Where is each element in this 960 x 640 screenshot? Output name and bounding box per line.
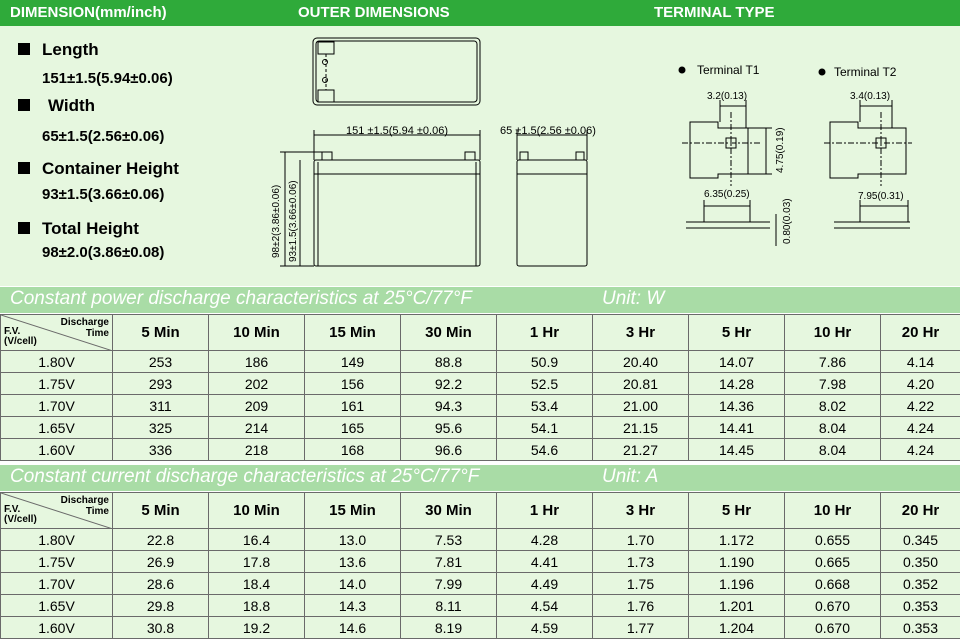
terminal-t2-width: 3.4(0.13)	[850, 91, 891, 102]
value-cell: 1.76	[593, 595, 689, 617]
value-cell: 336	[113, 439, 209, 461]
value-cell: 0.345	[881, 529, 960, 551]
value-cell: 14.07	[689, 351, 785, 373]
column-header: 10 Hr	[785, 315, 881, 351]
value-cell: 22.8	[113, 529, 209, 551]
table-row	[1, 595, 960, 617]
column-header: 20 Hr	[881, 493, 960, 529]
column-header: 10 Min	[209, 493, 305, 529]
value-cell: 0.352	[881, 573, 960, 595]
value-cell: 4.22	[881, 395, 960, 417]
value-cell: 1.73	[593, 551, 689, 573]
value-cell: 13.0	[305, 529, 401, 551]
column-header: 1 Hr	[497, 493, 593, 529]
total-height-dimension-label: 98±2(3.86±0.06)	[271, 184, 282, 258]
corner-discharge-label: Discharge Time	[60, 495, 109, 517]
spec-width-value: 65±1.5(2.56±0.06)	[42, 128, 165, 145]
value-cell: 0.665	[785, 551, 881, 573]
value-cell: 92.2	[401, 373, 497, 395]
value-cell: 209	[209, 395, 305, 417]
table-row	[1, 573, 960, 595]
current-table-title: Constant current discharge characteristics at 25°C/77°F	[10, 466, 480, 487]
value-cell: 30.8	[113, 617, 209, 639]
fv-cell: 1.80V	[1, 351, 113, 373]
value-cell: 168	[305, 439, 401, 461]
value-cell: 17.8	[209, 551, 305, 573]
value-cell: 8.19	[401, 617, 497, 639]
value-cell: 26.9	[113, 551, 209, 573]
container-height-dimension-label: 93±1.5(3.66±0.06)	[288, 180, 299, 262]
value-cell: 4.41	[497, 551, 593, 573]
spec-width-label: Width	[48, 96, 96, 115]
value-cell: 7.53	[401, 529, 497, 551]
terminal-t1-bullet-icon	[679, 67, 686, 74]
spec-container-height-label: Container Height	[42, 159, 179, 178]
battery-side-view	[517, 130, 587, 266]
column-header: 3 Hr	[593, 315, 689, 351]
current-discharge-table	[0, 492, 960, 639]
column-header: 5 Min	[113, 493, 209, 529]
fv-cell: 1.65V	[1, 595, 113, 617]
value-cell: 29.8	[113, 595, 209, 617]
value-cell: 20.40	[593, 351, 689, 373]
table-row	[1, 373, 960, 395]
value-cell: 4.54	[497, 595, 593, 617]
table-row	[1, 529, 960, 551]
value-cell: 218	[209, 439, 305, 461]
header-terminal-type: TERMINAL TYPE	[654, 4, 775, 21]
value-cell: 1.204	[689, 617, 785, 639]
terminal-t1-width: 3.2(0.13)	[707, 91, 748, 102]
value-cell: 293	[113, 373, 209, 395]
value-cell: 88.8	[401, 351, 497, 373]
value-cell: 54.6	[497, 439, 593, 461]
value-cell: 8.11	[401, 595, 497, 617]
table-row	[1, 551, 960, 573]
value-cell: 7.99	[401, 573, 497, 595]
header-bar	[0, 0, 960, 26]
fv-cell: 1.70V	[1, 573, 113, 595]
value-cell: 0.350	[881, 551, 960, 573]
terminal-t2-label: Terminal T2	[834, 65, 897, 79]
drawing-area	[0, 26, 960, 286]
table-header-row	[1, 315, 960, 351]
value-cell: 161	[305, 395, 401, 417]
terminal-t1-label: Terminal T1	[697, 63, 760, 77]
column-header: 3 Hr	[593, 493, 689, 529]
spec-length-value: 151±1.5(5.94±0.06)	[42, 70, 173, 87]
value-cell: 325	[113, 417, 209, 439]
corner-fv-label: F.V. (V/cell)	[4, 504, 37, 525]
value-cell: 28.6	[113, 573, 209, 595]
value-cell: 186	[209, 351, 305, 373]
battery-top-view	[313, 38, 480, 105]
value-cell: 253	[113, 351, 209, 373]
column-header: 15 Min	[305, 315, 401, 351]
value-cell: 214	[209, 417, 305, 439]
fv-cell: 1.70V	[1, 395, 113, 417]
value-cell: 1.190	[689, 551, 785, 573]
header-outer-dimensions: OUTER DIMENSIONS	[298, 4, 450, 21]
fv-cell: 1.80V	[1, 529, 113, 551]
terminal-t1-tab: 6.35(0.25)	[704, 189, 750, 200]
table-header-row	[1, 493, 960, 529]
value-cell: 1.70	[593, 529, 689, 551]
power-discharge-table	[0, 314, 960, 461]
column-header: 20 Hr	[881, 315, 960, 351]
value-cell: 4.59	[497, 617, 593, 639]
terminal-t1-thickness: 0.80(0.03)	[782, 198, 793, 244]
column-header: 5 Hr	[689, 493, 785, 529]
table-row	[1, 395, 960, 417]
value-cell: 18.8	[209, 595, 305, 617]
table-corner-cell	[1, 493, 113, 529]
value-cell: 156	[305, 373, 401, 395]
value-cell: 4.28	[497, 529, 593, 551]
value-cell: 311	[113, 395, 209, 417]
value-cell: 4.20	[881, 373, 960, 395]
corner-discharge-label: Discharge Time	[60, 317, 109, 339]
power-table-unit: Unit: W	[602, 288, 665, 309]
value-cell: 52.5	[497, 373, 593, 395]
power-table-header	[0, 287, 960, 313]
spec-container-height-value: 93±1.5(3.66±0.06)	[42, 186, 165, 203]
value-cell: 13.6	[305, 551, 401, 573]
column-header: 30 Min	[401, 315, 497, 351]
technical-drawing	[0, 26, 960, 286]
column-header: 15 Min	[305, 493, 401, 529]
value-cell: 4.24	[881, 439, 960, 461]
power-table-title: Constant power discharge characteristics at 25°C/77°F	[10, 288, 472, 309]
value-cell: 7.86	[785, 351, 881, 373]
value-cell: 0.668	[785, 573, 881, 595]
column-header: 10 Hr	[785, 493, 881, 529]
header-dimension: DIMENSION(mm/inch)	[10, 4, 167, 21]
value-cell: 16.4	[209, 529, 305, 551]
value-cell: 14.41	[689, 417, 785, 439]
value-cell: 4.24	[881, 417, 960, 439]
value-cell: 1.196	[689, 573, 785, 595]
value-cell: 54.1	[497, 417, 593, 439]
value-cell: 95.6	[401, 417, 497, 439]
value-cell: 202	[209, 373, 305, 395]
fv-cell: 1.60V	[1, 439, 113, 461]
spec-length-label: Length	[42, 40, 99, 59]
value-cell: 0.655	[785, 529, 881, 551]
fv-cell: 1.75V	[1, 551, 113, 573]
fv-cell: 1.65V	[1, 417, 113, 439]
value-cell: 21.15	[593, 417, 689, 439]
value-cell: 0.353	[881, 617, 960, 639]
terminal-t1-drawing	[682, 100, 776, 246]
terminal-t2-bullet-icon	[819, 69, 826, 76]
value-cell: 18.4	[209, 573, 305, 595]
value-cell: 21.00	[593, 395, 689, 417]
value-cell: 14.36	[689, 395, 785, 417]
width-dimension-label: 65 ±1.5(2.56 ±0.06)	[500, 125, 596, 137]
column-header: 5 Hr	[689, 315, 785, 351]
table-row	[1, 417, 960, 439]
battery-front-view	[314, 130, 480, 266]
value-cell: 94.3	[401, 395, 497, 417]
corner-fv-label: F.V. (V/cell)	[4, 326, 37, 347]
value-cell: 19.2	[209, 617, 305, 639]
value-cell: 50.9	[497, 351, 593, 373]
column-header: 30 Min	[401, 493, 497, 529]
value-cell: 0.670	[785, 617, 881, 639]
value-cell: 53.4	[497, 395, 593, 417]
value-cell: 149	[305, 351, 401, 373]
fv-cell: 1.75V	[1, 373, 113, 395]
value-cell: 8.04	[785, 439, 881, 461]
spec-total-height-value: 98±2.0(3.86±0.08)	[42, 244, 165, 261]
value-cell: 1.75	[593, 573, 689, 595]
table-row	[1, 439, 960, 461]
value-cell: 20.81	[593, 373, 689, 395]
value-cell: 14.28	[689, 373, 785, 395]
table-row	[1, 351, 960, 373]
terminal-t2-drawing	[824, 100, 912, 228]
value-cell: 8.04	[785, 417, 881, 439]
terminal-t2-tab: 7.95(0.31)	[858, 191, 904, 202]
terminal-t1-height: 4.75(0.19)	[775, 127, 786, 173]
value-cell: 7.81	[401, 551, 497, 573]
column-header: 1 Hr	[497, 315, 593, 351]
column-header: 5 Min	[113, 315, 209, 351]
value-cell: 0.353	[881, 595, 960, 617]
current-table-header	[0, 465, 960, 491]
value-cell: 0.670	[785, 595, 881, 617]
value-cell: 14.45	[689, 439, 785, 461]
value-cell: 1.77	[593, 617, 689, 639]
table-corner-cell	[1, 315, 113, 351]
spec-total-height-label: Total Height	[42, 219, 139, 238]
value-cell: 8.02	[785, 395, 881, 417]
value-cell: 96.6	[401, 439, 497, 461]
value-cell: 7.98	[785, 373, 881, 395]
value-cell: 14.3	[305, 595, 401, 617]
current-table-unit: Unit: A	[602, 466, 659, 487]
value-cell: 14.0	[305, 573, 401, 595]
value-cell: 165	[305, 417, 401, 439]
value-cell: 1.172	[689, 529, 785, 551]
value-cell: 4.49	[497, 573, 593, 595]
value-cell: 4.14	[881, 351, 960, 373]
column-header: 10 Min	[209, 315, 305, 351]
fv-cell: 1.60V	[1, 617, 113, 639]
length-dimension-label: 151 ±1.5(5.94 ±0.06)	[346, 125, 448, 137]
value-cell: 1.201	[689, 595, 785, 617]
value-cell: 21.27	[593, 439, 689, 461]
value-cell: 14.6	[305, 617, 401, 639]
table-row	[1, 617, 960, 639]
